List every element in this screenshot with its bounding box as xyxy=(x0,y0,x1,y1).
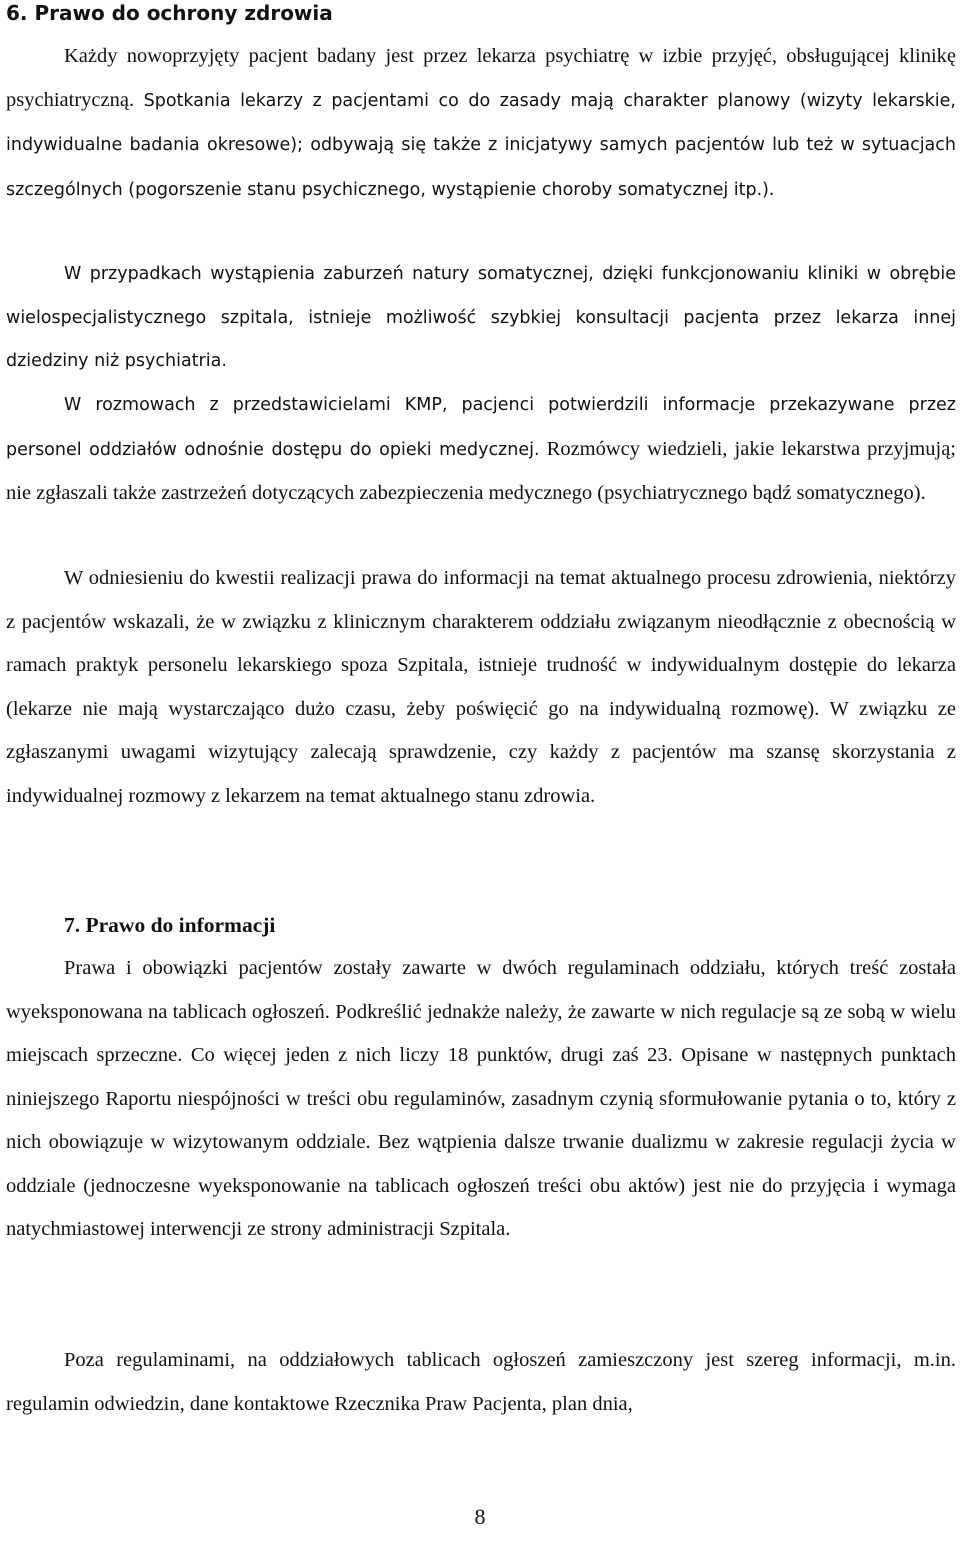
paragraph-health-exam-part-b: Spotkania lekarzy z pacjentami co do zasady mają charakter planowy (wizyty lekarskie, indywidualne badania okresowe); odbywają się także z inicjatywy samych pacjentów lub też w sytuacjach szczególnych (pogorszenie stanu psychicznego, wystąpienie choroby somatycznej itp.) xyxy=(6,90,956,200)
page-number: 8 xyxy=(474,1504,486,1529)
paragraph-patient-interviews-part-a: W rozmowach z przedstawicielami KMP, pacjenci potwierdzili informacje przekazywane przez personel oddziałów odnośnie dostępu do opieki medycznej. xyxy=(6,395,956,460)
paragraph-health-exam-part-a: Każdy nowoprzyjęty pacjent badany jest przez lekarza psychiatrę w izbie przyjęć, obsługującej klinikę psychiatryczną. xyxy=(6,45,956,111)
paragraph-health-exam-part-c: . xyxy=(768,177,775,200)
section-heading-6: 6. Prawo do ochrony zdrowia xyxy=(6,1,333,25)
paragraph-regulations: Prawa i obowiązki pacjentów zostały zawarte w dwóch regulaminach oddziału, których treść została wyeksponowana na tablicach ogłoszeń. Podkreślić jednakże należy, że zawarte w nich regulacje są ze sobą w wielu miejscach sprzeczne. Co więcej jeden z nich liczy 18 punktów, drugi zaś 23. Opisane w następnych punktach niniejszego Raportu niespójności w treści obu regulaminów, zasadnym czynią sformułowanie pytania o to, który z nich obowiązuje w wizytowanym oddziale. Bez wątpienia dalsze trwanie dualizmu w zakresie regulacji życia w oddziale (jednoczesne wyeksponowanie na tablicach ogłoszeń treści obu aktów) jest nie do przyjęcia i wymaga natychmiastowej interwencji ze strony administracji Szpitala. xyxy=(6,957,956,1240)
paragraph-health-exam xyxy=(6,35,956,212)
paragraph-patient-interviews-part-b: Rozmówcy wiedzieli, jakie lekarstwa przyjmują; nie zgłaszali także zastrzeżeń dotyczących zabezpieczenia medycznego (psychiatrycznego bądź somatycznego). xyxy=(6,437,956,504)
paragraph-information-access: W odniesieniu do kwestii realizacji prawa do informacji na temat aktualnego procesu zdrowienia, niektórzy z pacjentów wskazali, że w związku z klinicznym charakterem oddziału związanym nieodłącznie z obecnością w ramach praktyk personelu lekarskiego spoza Szpitala, istnieje trudność w indywidualnym dostępie do lekarza (lekarze nie mają wystarczająco dużo czasu, żeby poświęcić go na indywidualną rozmowę). W związku ze zgłaszanymi uwagami wizytujący zalecają sprawdzenie, czy każdy z pacjentów ma szansę skorzystania z indywidualnej rozmowy z lekarzem na temat aktualnego stanu zdrowia. xyxy=(6,567,956,807)
paragraph-somatic-consultation: W przypadkach wystąpienia zaburzeń natury somatycznej, dzięki funkcjonowaniu kliniki w obrębie wielospecjalistycznego szpitala, istnieje możliwość szybkiej konsultacji pacjenta przez lekarza innej dziedziny niż psychiatria. xyxy=(6,264,956,371)
paragraph-patient-interviews xyxy=(6,383,956,516)
section-heading-7: 7. Prawo do informacji xyxy=(64,913,276,937)
paragraph-notice-boards: Poza regulaminami, na oddziałowych tablicach ogłoszeń zamieszczony jest szereg informacji, m.in. regulamin odwiedzin, dane kontaktowe Rzecznika Praw Pacjenta, plan dnia, xyxy=(6,1349,956,1415)
